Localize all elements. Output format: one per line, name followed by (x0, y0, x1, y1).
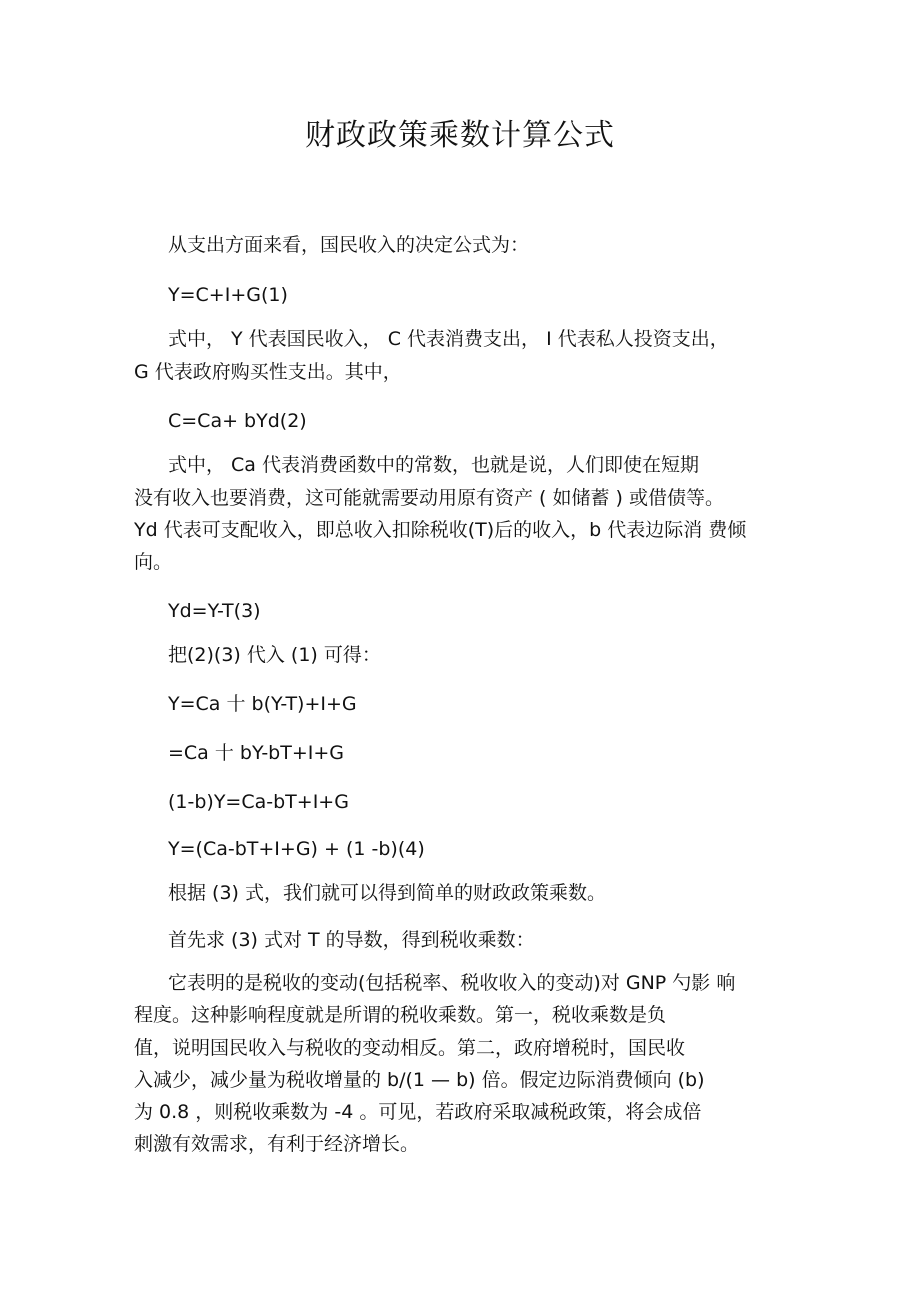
paragraph-line: 没有收入也要消费，这可能就需要动用原有资产 ( 如储蓄 ) 或借债等。 (134, 487, 724, 509)
formula-line: C=Ca+ bYd(2) (168, 410, 307, 432)
paragraph-line: 式中， Ca 代表消费函数中的常数，也就是说，人们即使在短期 (168, 454, 699, 476)
paragraph-line: 根据 (3) 式，我们就可以得到简单的财政政策乘数。 (168, 882, 606, 904)
paragraph-line: 它表明的是税收的变动(包括税率、税收收入的变动)对 GNP 勺影 响 (168, 972, 736, 994)
formula-line: Yd=Y-T(3) (168, 600, 261, 622)
paragraph-line: G 代表政府购买性支出。其中， (134, 361, 402, 383)
formula-line: Y=Ca 十 b(Y-T)+I+G (168, 693, 357, 715)
paragraph-line: 向。 (134, 551, 173, 573)
paragraph-line: 入减少，减少量为税收增量的 b/(1 — b) 倍。假定边际消费倾向 (b) (134, 1069, 705, 1091)
formula-line: (1-b)Y=Ca-bT+I+G (168, 791, 349, 813)
paragraph-line: 把(2)(3) 代入 (1) 可得： (168, 644, 381, 666)
formula-line: Y=C+I+G(1) (168, 284, 288, 306)
paragraph-line: Yd 代表可支配收入，即总收入扣除税收(T)后的收入，b 代表边际消 费倾 (134, 519, 747, 541)
document-title: 财政政策乘数计算公式 (305, 118, 615, 153)
formula-line: =Ca 十 bY-bT+I+G (168, 742, 345, 764)
paragraph-line: 式中， Y 代表国民收入， C 代表消费支出， I 代表私人投资支出， (168, 328, 729, 350)
paragraph-line: 程度。这种影响程度就是所谓的税收乘数。第一，税收乘数是负 (134, 1004, 667, 1026)
paragraph-line: 为 0.8 ，则税收乘数为 -4 。可见，若政府采取减税政策，将会成倍 (134, 1101, 702, 1123)
paragraph-line: 刺激有效需求，有利于经济增长。 (134, 1133, 420, 1155)
formula-line: Y=(Ca-bT+I+G) + (1 -b)(4) (168, 838, 425, 860)
paragraph-line: 值，说明国民收入与税收的变动相反。第二，政府增税时，国民收 (134, 1037, 686, 1059)
paragraph-line: 首先求 (3) 式对 T 的导数，得到税收乘数： (168, 929, 535, 951)
paragraph-line: 从支出方面来看，国民收入的决定公式为： (168, 234, 530, 256)
